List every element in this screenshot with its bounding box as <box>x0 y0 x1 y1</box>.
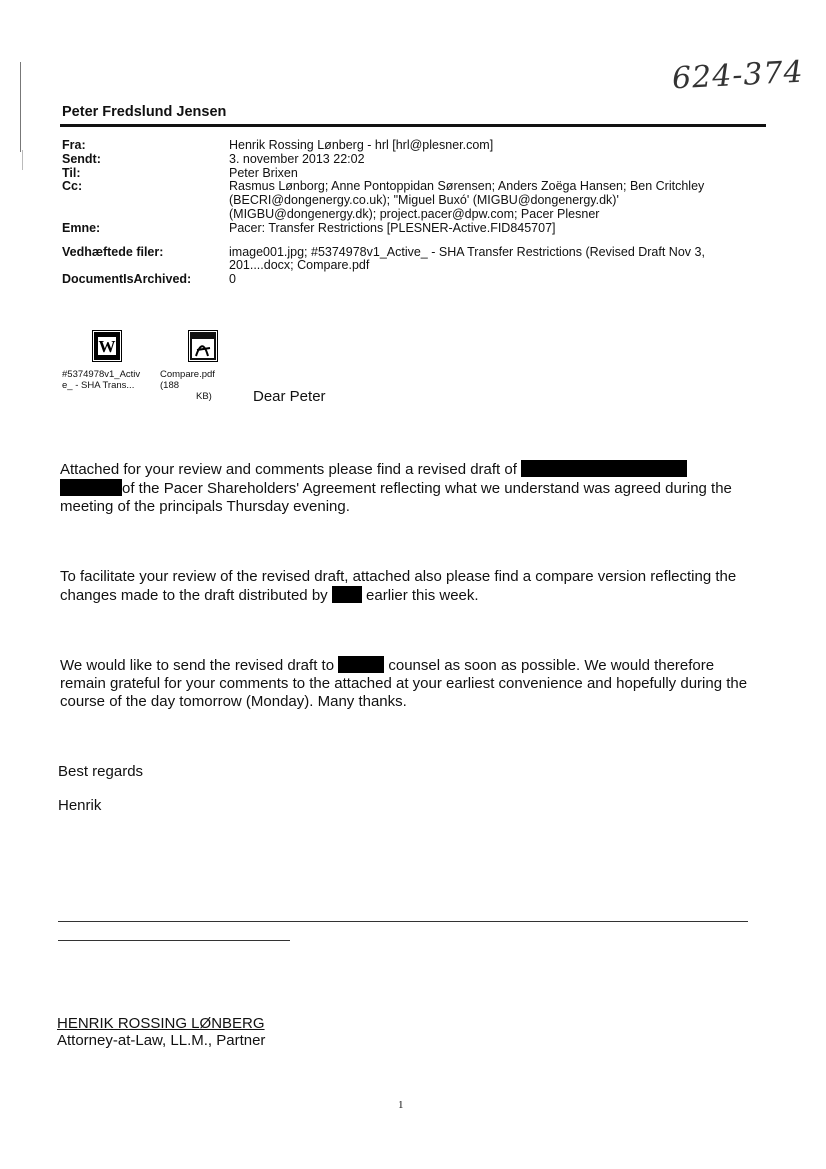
paragraph-text: We would like to send the revised draft to <box>60 657 339 674</box>
attachment-word[interactable] <box>62 330 162 391</box>
meta-row-cc <box>62 180 762 221</box>
attachment-caption: #5374978v1_Activ <box>62 369 141 380</box>
signature-name: HENRIK ROSSING LØNBERG <box>57 1015 265 1032</box>
mailbox-owner-name: Peter Fredslund Jensen <box>62 104 227 120</box>
closing: Best regards <box>58 763 144 780</box>
attachment-caption: KB) <box>196 391 212 402</box>
meta-label: Sendt: <box>62 151 101 166</box>
meta-row-to <box>62 167 762 181</box>
meta-value: 3. november 2013 22:02 <box>229 151 365 166</box>
paragraph-text: earlier this week. <box>361 587 479 604</box>
header-rule <box>60 124 766 127</box>
redaction-block <box>60 479 122 496</box>
meta-row-sent <box>62 153 762 167</box>
meta-value: Pacer: Transfer Restrictions [PLESNER-Active.FID845707] <box>229 220 556 235</box>
signoff: Henrik <box>58 797 102 814</box>
meta-label: Til: <box>62 165 81 180</box>
redaction-block <box>521 460 687 477</box>
pdf-document-icon <box>188 330 218 362</box>
meta-value: image001.jpg; #5374978v1_Active_ - SHA Transfer Restrictions (Revised Draft Nov 3, 201....docx; Compare.pdf <box>229 244 705 273</box>
svg-text:W: W <box>98 337 116 356</box>
meta-label: DocumentIsArchived: <box>62 272 192 287</box>
signature-title: Attorney-at-Law, LL.M., Partner <box>57 1032 266 1049</box>
meta-value: 0 <box>229 272 236 287</box>
signature-divider <box>58 940 290 941</box>
attachment-caption: Compare.pdf (188 <box>160 369 215 391</box>
body-paragraph <box>60 656 760 711</box>
paragraph-text: of the Pacer Shareholders' Agreement reflecting what we understand was agreed during the meeting of the principals Thursday evening. <box>60 480 732 515</box>
meta-value: Peter Brixen <box>229 165 298 180</box>
attachment-pdf[interactable] <box>160 330 230 402</box>
meta-row-archived <box>62 273 762 287</box>
meta-label: Fra: <box>62 138 86 152</box>
meta-row-from <box>62 139 762 153</box>
meta-value: Henrik Rossing Lønberg - hrl [hrl@plesner.com] <box>229 138 494 152</box>
meta-value: Rasmus Lønborg; Anne Pontoppidan Sørensen; Anders Zoëga Hansen; Ben Critchley (BECRI@dongenergy.co.uk); "Miguel Buxó' (MIGBU@dongenergy.dk)' (MIGBU@dongenergy.dk); project.pacer@dpw.com; Pacer Plesner <box>229 179 705 221</box>
paragraph-text: counsel as soon as possible. We would therefore remain grateful for your comments to the attached at your earliest convenience and hopefully during the course of the day tomorrow (Monday). Many thanks. <box>60 657 748 710</box>
email-metadata <box>62 139 762 287</box>
paragraph-text: Attached for your review and comments please find a revised draft of <box>60 461 522 478</box>
paragraph-text: To facilitate your review of the revised draft, attached also please find a compare version reflecting the changes made to the draft distributed by <box>60 568 737 604</box>
margin-mark <box>22 150 23 170</box>
meta-label: Cc: <box>62 179 83 194</box>
redaction-block <box>338 656 384 673</box>
signature-divider <box>58 921 748 922</box>
page-number: 1 <box>398 1099 404 1111</box>
meta-label: Vedhæftede filer: <box>62 244 164 259</box>
body-paragraph <box>60 460 760 516</box>
redaction-block <box>332 586 362 603</box>
body-paragraph <box>60 568 760 605</box>
attachment-caption: e_ - SHA Trans... <box>62 380 135 391</box>
meta-label: Emne: <box>62 220 101 235</box>
meta-row-subject <box>62 222 762 236</box>
meta-row-attachments <box>62 246 762 274</box>
word-document-icon <box>92 330 122 362</box>
margin-mark <box>20 62 21 152</box>
greeting: Dear Peter <box>253 388 326 405</box>
handwritten-reference: 624-374 <box>671 54 805 97</box>
